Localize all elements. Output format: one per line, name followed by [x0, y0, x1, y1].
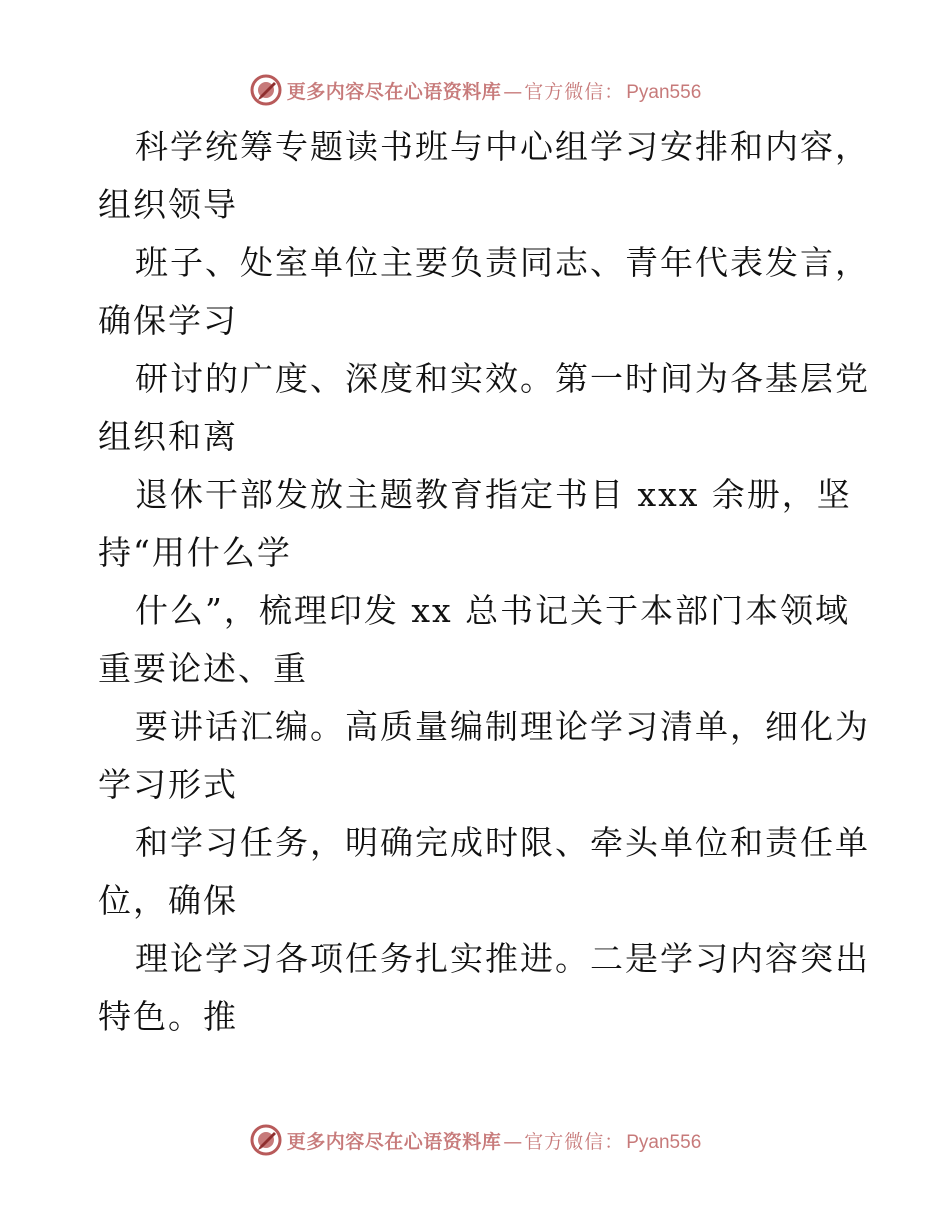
watermark-wechat-label: 官方微信：: [524, 80, 625, 103]
text-line: 班子、处室单位主要负责同志、青年代表发言，: [135, 243, 870, 282]
text-line: 确保学习: [98, 301, 238, 340]
watermark-separator: —: [503, 1130, 523, 1153]
watermark-brand-text: 更多内容尽在心语资料库: [286, 1130, 502, 1153]
text-line: 重要论述、重: [98, 649, 308, 688]
text-line: 学习形式: [98, 765, 238, 804]
text-line: 什么”，梳理印发 xx 总书记关于本部门本领域: [135, 591, 851, 630]
text-line: 持“用什么学: [98, 533, 292, 572]
footer-watermark: [0, 1120, 950, 1160]
watermark-brand-text: 更多内容尽在心语资料库: [286, 80, 502, 103]
pen-seal-icon: [249, 73, 283, 107]
text-line: 特色。推: [98, 997, 238, 1036]
pen-seal-icon: [249, 1123, 283, 1157]
text-line: 要讲话汇编。高质量编制理论学习清单，细化为: [135, 707, 870, 746]
document-body: [98, 118, 870, 1046]
watermark-wechat-label: 官方微信：: [524, 1130, 625, 1153]
text-line: 研讨的广度、深度和实效。第一时间为各基层党: [135, 359, 870, 398]
header-watermark: [0, 70, 950, 110]
text-line: 组织领导: [98, 185, 238, 224]
watermark-wechat-id: Pyan556: [626, 81, 702, 103]
text-line: 位，确保: [98, 881, 238, 920]
watermark-separator: —: [503, 80, 523, 103]
text-line: 组织和离: [98, 417, 238, 456]
text-line: 退休干部发放主题教育指定书目 xxx 余册，坚: [135, 475, 852, 514]
text-line: 和学习任务，明确完成时限、牵头单位和责任单: [135, 823, 870, 862]
text-line: 理论学习各项任务扎实推进。二是学习内容突出: [135, 939, 870, 978]
watermark-wechat-id: Pyan556: [626, 1131, 702, 1153]
text-line: 科学统筹专题读书班与中心组学习安排和内容，: [135, 127, 870, 166]
